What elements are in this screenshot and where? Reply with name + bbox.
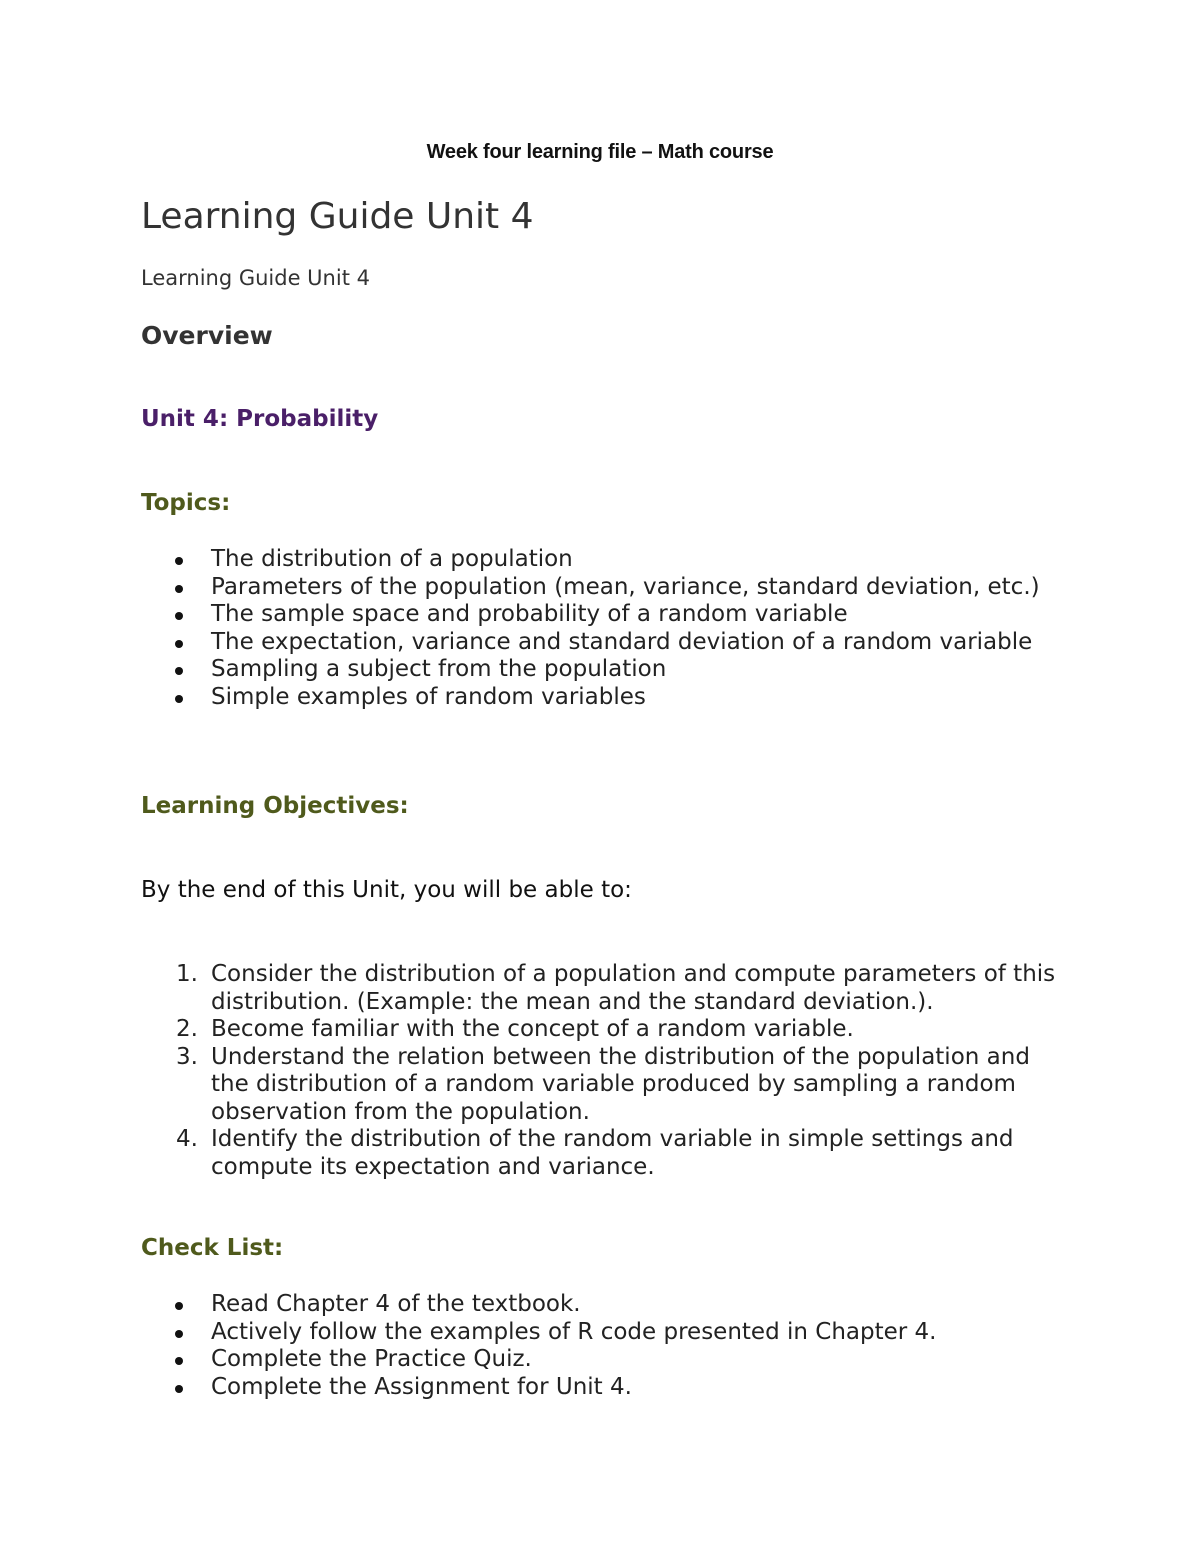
- list-item: [0, 574, 1200, 602]
- list-item: [0, 1346, 1200, 1374]
- checklist-text: Complete the Assignment for Unit 4.: [211, 1373, 632, 1400]
- guide-subtitle: Learning Guide Unit 4: [141, 266, 370, 290]
- bullet-icon: [175, 1330, 183, 1338]
- list-item: [0, 961, 1200, 1016]
- bullet-icon: [175, 640, 183, 648]
- topic-text: Parameters of the population (mean, variance, standard deviation, etc.): [211, 573, 1040, 600]
- bullet-icon: [175, 1302, 183, 1310]
- topics-list: [0, 546, 1200, 711]
- list-number: 3.: [176, 1043, 198, 1070]
- checklist-text: Actively follow the examples of R code presented in Chapter 4.: [211, 1318, 937, 1345]
- check-list: [0, 1291, 1200, 1401]
- topic-text: The sample space and probability of a random variable: [211, 601, 848, 627]
- list-item: [0, 1016, 1200, 1044]
- bullet-icon: [175, 1357, 183, 1365]
- guide-title: Learning Guide Unit 4: [141, 196, 534, 237]
- objective-text: Consider the distribution of a population and compute parameters of this distribution. (Example: the mean and the standard deviation.).: [211, 961, 1056, 1015]
- list-item: [0, 1374, 1200, 1402]
- objectives-list: [0, 961, 1200, 1181]
- list-item: [0, 1291, 1200, 1319]
- list-item: [0, 629, 1200, 657]
- learning-objectives-heading: Learning Objectives:: [141, 793, 409, 819]
- list-number: 1.: [176, 961, 198, 987]
- overview-heading: Overview: [141, 321, 273, 350]
- bullet-icon: [175, 695, 183, 703]
- list-item: [0, 656, 1200, 684]
- list-item: [0, 546, 1200, 574]
- checklist-text: Read Chapter 4 of the textbook.: [211, 1291, 581, 1317]
- topic-text: Sampling a subject from the population: [211, 656, 667, 682]
- list-number: 2.: [176, 1016, 198, 1042]
- bullet-icon: [175, 667, 183, 675]
- bullet-icon: [175, 1385, 183, 1393]
- topic-text: The expectation, variance and standard deviation of a random variable: [211, 628, 1033, 655]
- topic-text: The distribution of a population: [211, 546, 573, 572]
- list-item: [0, 684, 1200, 712]
- topics-heading: Topics:: [141, 490, 231, 516]
- bullet-icon: [175, 585, 183, 593]
- objectives-intro: By the end of this Unit, you will be able to:: [141, 877, 632, 903]
- objective-text: Identify the distribution of the random variable in simple settings and compute its expectation and variance.: [211, 1126, 1014, 1180]
- topic-text: Simple examples of random variables: [211, 683, 646, 710]
- bullet-icon: [175, 612, 183, 620]
- list-item: [0, 601, 1200, 629]
- list-number: 4.: [176, 1126, 198, 1152]
- objective-text: Understand the relation between the distribution of the population and the distribution of a random variable produced by sampling a random observation from the population.: [211, 1043, 1030, 1125]
- checklist-text: Complete the Practice Quiz.: [211, 1346, 532, 1372]
- bullet-icon: [175, 557, 183, 565]
- document-header-title: Week four learning file – Math course: [426, 141, 774, 163]
- objective-text: Become familiar with the concept of a random variable.: [211, 1016, 854, 1042]
- unit-heading: Unit 4: Probability: [141, 406, 379, 432]
- list-item: [0, 1126, 1200, 1181]
- list-item: [0, 1319, 1200, 1347]
- check-list-heading: Check List:: [141, 1235, 284, 1261]
- list-item: [0, 1044, 1200, 1127]
